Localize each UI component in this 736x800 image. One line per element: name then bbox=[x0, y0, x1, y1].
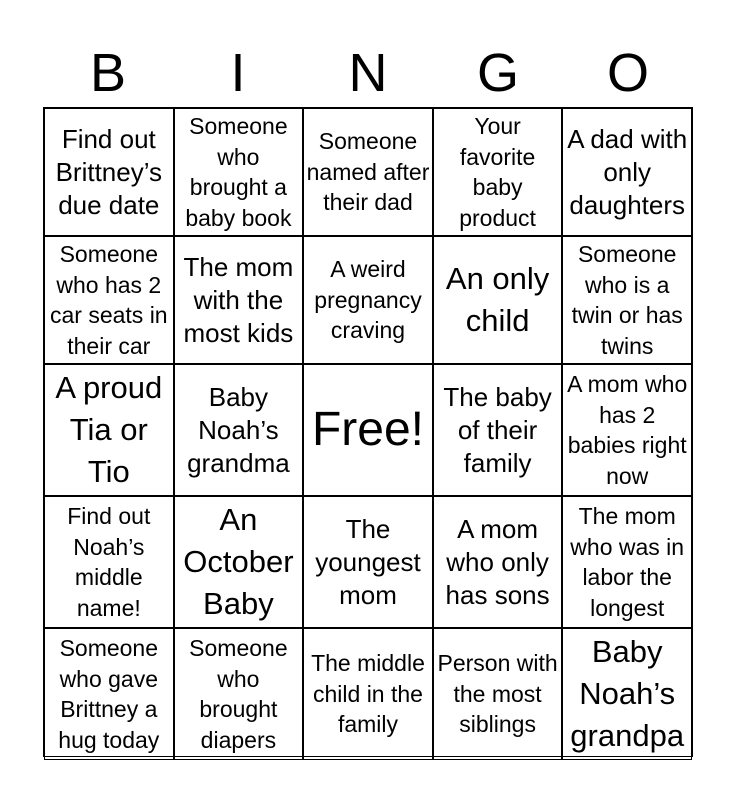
bingo-cell[interactable] bbox=[44, 108, 174, 236]
bingo-cell[interactable] bbox=[44, 496, 174, 628]
cell-text: Free! bbox=[311, 403, 424, 456]
cell-text: Someone who brought diapers bbox=[189, 635, 288, 753]
bingo-grid bbox=[43, 107, 693, 757]
bingo-cell[interactable] bbox=[562, 108, 692, 236]
bingo-cell[interactable] bbox=[433, 236, 563, 364]
bingo-cell[interactable] bbox=[303, 108, 433, 236]
bingo-cell[interactable] bbox=[174, 364, 304, 496]
cell-text: The youngest mom bbox=[315, 513, 421, 610]
cell-text: Someone who is a twin or has twins bbox=[571, 241, 683, 359]
header-letter-o: O bbox=[606, 43, 649, 103]
cell-text: The mom who was in labor the longest bbox=[570, 503, 685, 621]
cell-text: The baby of their family bbox=[443, 381, 552, 478]
bingo-header bbox=[43, 40, 693, 106]
cell-text: A weird pregnancy craving bbox=[314, 256, 422, 344]
bingo-cell[interactable] bbox=[433, 108, 563, 236]
cell-text: Your favorite baby product bbox=[459, 113, 536, 231]
header-letter-g: G bbox=[476, 43, 519, 103]
cell-text: The middle child in the family bbox=[311, 650, 425, 738]
bingo-cell[interactable] bbox=[562, 364, 692, 496]
bingo-cell[interactable] bbox=[303, 628, 433, 760]
cell-text: An only child bbox=[445, 261, 550, 338]
cell-text: Find out Brittney’s due date bbox=[55, 123, 163, 220]
cell-text: Someone who brought a baby book bbox=[185, 113, 292, 231]
bingo-cell[interactable] bbox=[44, 236, 174, 364]
bingo-cell[interactable] bbox=[174, 628, 304, 760]
cell-text: The mom with the most kids bbox=[183, 251, 294, 348]
bingo-cell[interactable] bbox=[174, 236, 304, 364]
header-letter-i: I bbox=[230, 43, 246, 103]
cell-text: Someone who has 2 car seats in their car bbox=[49, 241, 168, 359]
header-letter-n: N bbox=[348, 43, 388, 103]
cell-text: A dad with only daughters bbox=[567, 123, 688, 220]
bingo-cell[interactable] bbox=[303, 496, 433, 628]
bingo-cell[interactable] bbox=[433, 364, 563, 496]
cell-text: A proud Tia or Tio bbox=[55, 370, 163, 489]
free-space-cell[interactable] bbox=[303, 364, 433, 496]
cell-text: Someone named after their dad bbox=[306, 128, 430, 216]
bingo-cell[interactable] bbox=[562, 236, 692, 364]
bingo-cell[interactable] bbox=[174, 496, 304, 628]
cell-text: Person with the most siblings bbox=[437, 650, 558, 738]
bingo-cell[interactable] bbox=[174, 108, 304, 236]
cell-text: A mom who has 2 babies right now bbox=[567, 371, 688, 489]
cell-text: A mom who only has sons bbox=[445, 513, 550, 610]
bingo-cell[interactable] bbox=[433, 628, 563, 760]
cell-text: Baby Noah’s grandpa bbox=[570, 634, 685, 753]
header-letter-b: B bbox=[89, 43, 127, 103]
cell-text: Baby Noah’s grandma bbox=[187, 381, 290, 478]
cell-text: Find out Noah’s middle name! bbox=[67, 503, 151, 621]
bingo-cell[interactable] bbox=[562, 496, 692, 628]
cell-text: Someone who gave Brittney a hug today bbox=[58, 635, 160, 753]
bingo-cell[interactable] bbox=[44, 628, 174, 760]
bingo-cell[interactable] bbox=[562, 628, 692, 760]
cell-text: An October Baby bbox=[183, 502, 294, 621]
bingo-cell[interactable] bbox=[44, 364, 174, 496]
bingo-cell[interactable] bbox=[433, 496, 563, 628]
bingo-cell[interactable] bbox=[303, 236, 433, 364]
